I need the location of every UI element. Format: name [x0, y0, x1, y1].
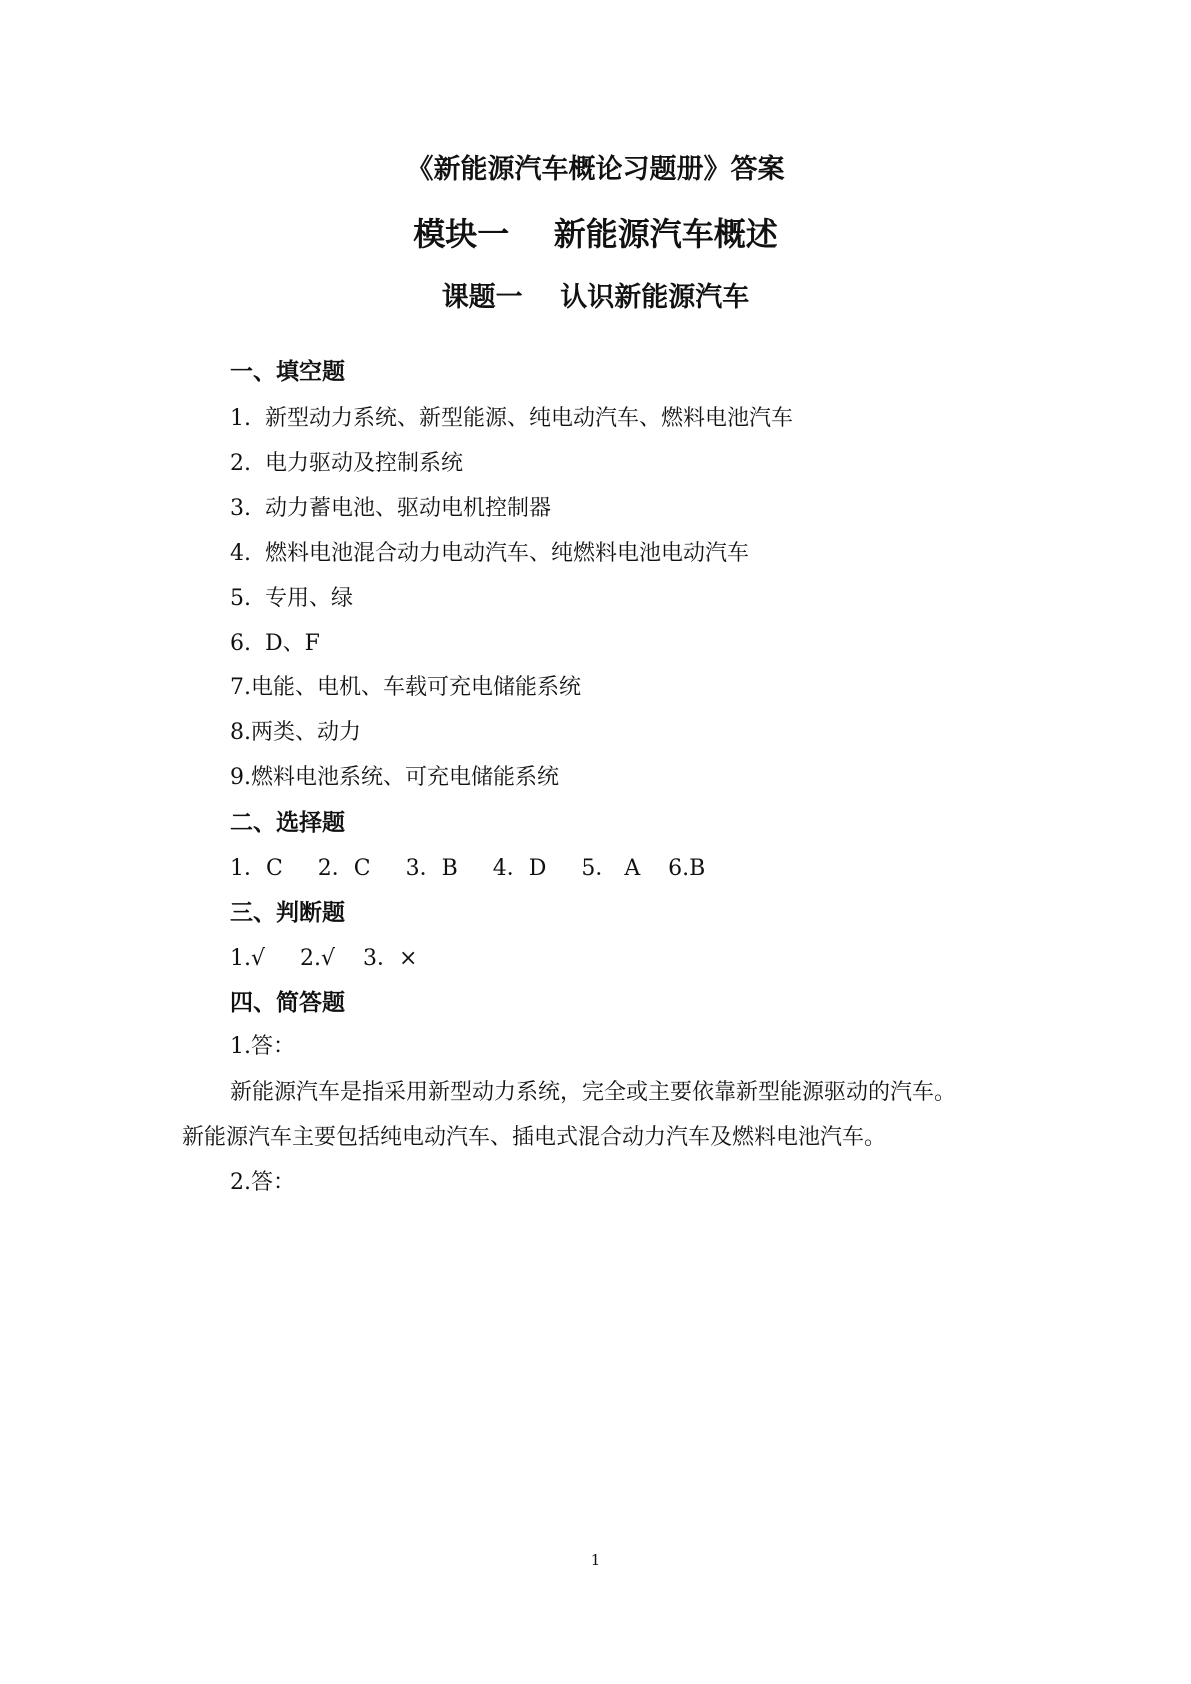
short-answer-1-text-line-2: 新能源汽车主要包括纯电动汽车、插电式混合动力汽车及燃料电池汽车。 — [182, 1125, 887, 1150]
page-number: 1 — [590, 1551, 601, 1569]
fill-blank-answer-2: 2. 电力驱动及控制系统 — [230, 451, 463, 476]
multiple-choice-answers: 1．C 2．C 3．B 4．D 5． A 6.B — [230, 856, 706, 881]
module-title: 模块一 新能源汽车概述 — [413, 215, 778, 253]
section-heading-true-false: 三、判断题 — [230, 900, 345, 926]
true-false-answers: 1.√ 2.√ 3．× — [230, 946, 418, 971]
topic-title: 课题一 认识新能源汽车 — [441, 282, 750, 313]
fill-blank-answer-6: 6. D、F — [230, 631, 320, 656]
fill-blank-answer-8: 8.两类、动力 — [230, 720, 361, 745]
document-title: 《新能源汽车概论习题册》答案 — [406, 154, 785, 185]
fill-blank-answer-3: 3. 动力蓄电池、驱动电机控制器 — [230, 496, 551, 521]
short-answer-1-label: 1.答： — [230, 1034, 295, 1059]
section-heading-multiple-choice: 二、选择题 — [230, 810, 345, 836]
fill-blank-answer-1: 1. 新型动力系统、新型能源、纯电动汽车、燃料电池汽车 — [230, 406, 793, 431]
section-heading-fill-blank: 一、填空题 — [230, 359, 345, 385]
fill-blank-answer-7: 7.电能、电机、车载可充电储能系统 — [230, 675, 581, 700]
fill-blank-answer-4: 4. 燃料电池混合动力电动汽车、纯燃料电池电动汽车 — [230, 541, 749, 566]
short-answer-1-text-line-1: 新能源汽车是指采用新型动力系统，完全或主要依靠新型能源驱动的汽车。 — [230, 1080, 957, 1105]
section-heading-short-answer: 四、简答题 — [230, 990, 345, 1016]
short-answer-2-label: 2.答： — [230, 1170, 295, 1195]
fill-blank-answer-9: 9.燃料电池系统、可充电储能系统 — [230, 765, 559, 790]
fill-blank-answer-5: 5. 专用、绿 — [230, 586, 353, 611]
